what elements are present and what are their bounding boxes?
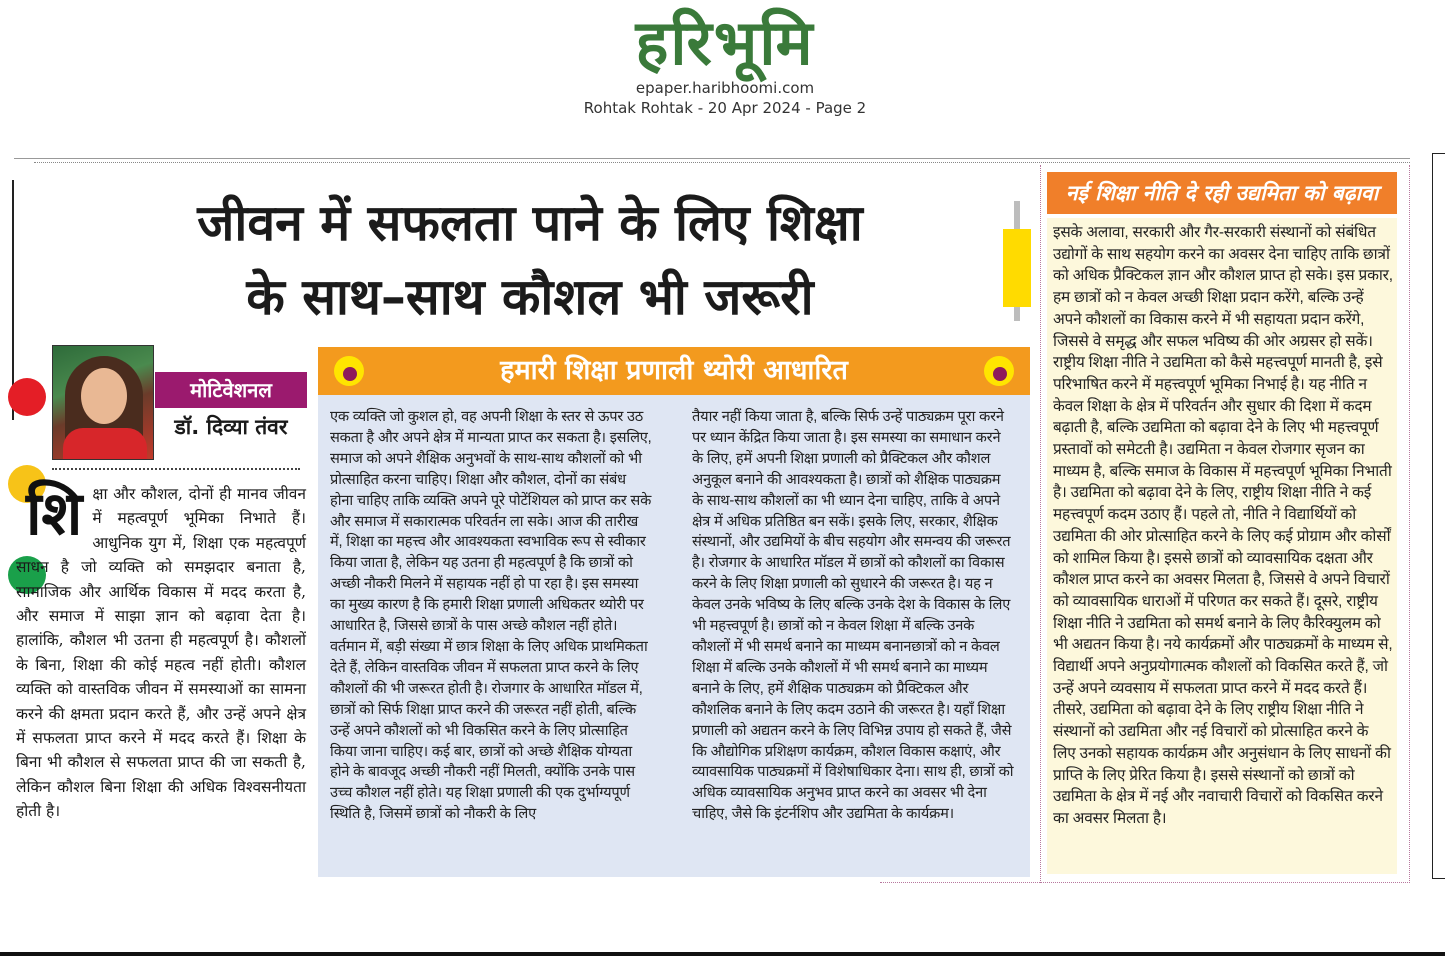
dotted-divider	[880, 882, 1410, 883]
masthead	[560, 8, 890, 118]
author-divider	[52, 468, 300, 470]
author-photo	[52, 345, 154, 460]
article-headline	[60, 186, 1000, 334]
section-title-right: नई शिक्षा नीति दे रही उद्यमिता को बढ़ावा	[1047, 172, 1397, 214]
edition-info: Rohtak Rohtak - 20 Apr 2024 - Page 2	[583, 99, 867, 117]
headline-line-1: जीवन में सफलता पाने के लिए शिक्षा	[197, 194, 863, 252]
adjacent-page-edge	[1432, 153, 1445, 879]
bottom-border	[0, 952, 1445, 956]
section-body-middle	[318, 395, 1030, 877]
section-body-right	[1047, 218, 1397, 874]
article-intro	[16, 479, 306, 824]
section-title-middle: हमारी शिक्षा प्रणाली थ्योरी आधारित	[500, 355, 848, 386]
category-badge: मोटिवेशनल	[155, 372, 307, 408]
middle-column-2: तैयार नहीं किया जाता है, बल्कि सिर्फ उन्हें पाठ्यक्रम पूरा करने पर ध्यान केंद्रित किया जाता है। इस समस्या का समाधान करने के लिए, हमें अपनी शिक्षा प्रणाली को प्रैक्टिकल और कौशल अनुकूल बनाने की आवश्यकता है। छात्रों को शैक्षिक पाठ्यक्रम के साथ-साथ कौशलों का भी ध्यान देना चाहिए, ताकि वे अपने क्षेत्र में अधिक प्रतिष्ठित बन सकें। इसके लिए, सरकार, शैक्षिक संस्थानों, और उद्यमियों के बीच सहयोग और समन्वय की जरूरत है। रोजगार के आधारित मॉडल में छात्रों को कौशलों का विकास करने के लिए शिक्षा प्रणाली को सुधारने की जरूरत है। यह न केवल उनके भविष्य के लिए बल्कि उनके देश के विकास के लिए भी महत्त्वपूर्ण है। छात्रों को न केवल शिक्षा में बल्कि उनके कौशलों में भी समर्थ बनाने का माध्यम बनानछात्रों को न केवल शिक्षा में बल्कि उनके कौशलों में भी समर्थ बनाने का माध्यम बनाने के लिए, हमें शैक्षिक पाठ्यक्रम को प्रैक्टिकल और कौशलिक बनाने के लिए कदम उठाने की जरूरत है। यहाँ शिक्षा प्रणाली को अद्यतन करने के लिए विभिन्न उपाय हो सकते हैं, जैसे कि औद्योगिक प्रशिक्षण कार्यक्रम, कौशल विकास कक्षाएं, और व्यावसायिक पाठ्यक्रमों में विशेषाधिकार देना। साथ ही, छात्रों को अधिक व्यावसायिक अनुभव प्राप्त करने का अवसर भी देना चाहिए, जैसे कि इंटर्नशिप और उद्यमिता के कार्यक्रम।	[692, 409, 1014, 823]
intro-text: क्षा और कौशल, दोनों ही मानव जीवन में महत्वपूर्ण भूमिका निभाते हैं। आधुनिक युग में, शिक्षा एक महत्वपूर्ण साधन है जो व्यक्ति को समझदार बनाता है, सामाजिक और आर्थिक विकास में मदद करता है, और समाज में साझा ज्ञान को बढ़ावा देता है। हालांकि, कौशल भी उतना ही महत्वपूर्ण है। कौशलों के बिना, शिक्षा की कोई महत्व नहीं होती। कौशल व्यक्ति को वास्तविक जीवन में समस्याओं का सामना करने की क्षमता प्रदान करते हैं, और उन्हें अपने क्षेत्र में सफलता प्राप्त करने में मदद करते हैं। शिक्षा के बिना भी कौशल से सफलता प्राप्त की जा सकती है, लेकिन कौशल बिना शिक्षा की अधिक विश्वसनीयता होती है।	[16, 485, 306, 821]
candle-decoration-body	[1003, 229, 1031, 307]
divider-line	[14, 158, 1410, 159]
site-url[interactable]: epaper.haribhoomi.com	[635, 79, 815, 97]
middle-column-1: एक व्यक्ति जो कुशल हो, वह अपनी शिक्षा के स्तर से ऊपर उठ सकता है और अपने क्षेत्र में मान्यता प्राप्त कर सकता है। इसलिए, समाज को अपने शैक्षिक अनुभवों के साथ-साथ कौशलों को भी प्रोत्साहित करना चाहिए। शिक्षा और कौशल, दोनों का संबंध होना चाहिए ताकि व्यक्ति अपने पूरे पोटेंशियल को प्राप्त कर सके और समाज में सकारात्मक परिवर्तन ला सके। आज की तारीख में, शिक्षा का महत्त्व और आवश्यकता स्वभाविक रूप से स्वीकार किया जाता है, लेकिन यह उतना ही महत्वपूर्ण है कि छात्रों को अच्छी नौकरी मिलने में सहायक नहीं हो पा रहा है। इस समस्या का मुख्य कारण है कि हमारी शिक्षा प्रणाली अधिकतर थ्योरी पर आधारित है, जिससे छात्रों के पास अच्छे कौशल नहीं होते। वर्तमान में, बड़ी संख्या में छात्र शिक्षा के लिए अधिक प्राथमिकता देते हैं, लेकिन वास्तविक जीवन में सफलता प्राप्त करने के लिए कौशलों की भी जरूरत होती है। रोजगार के आधारित मॉडल में, छात्रों को सिर्फ शिक्षा प्राप्त करने की जरूरत नहीं होती, बल्कि उन्हें अपने कौशलों को भी विकसित करने के लिए प्रोत्साहित किया जाना चाहिए। कई बार, छात्रों को अच्छे शैक्षिक योग्यता होने के बावजूद अच्छी नौकरी नहीं मिलती, क्योंकि उनके पास उच्च कौशल नहीं होते। यह शिक्षा प्रणाली की एक दुर्भाग्यपूर्ण स्थिति है, जिसमें छात्रों को नौकरी के लिए	[330, 409, 652, 823]
dotted-divider	[34, 162, 1410, 163]
headline-line-2: के साथ–साथ कौशल भी जरूरी	[246, 268, 814, 326]
section-header-middle	[318, 347, 1030, 395]
newspaper-logo: हरिभूमि	[635, 6, 815, 79]
red-circle-icon	[8, 378, 46, 416]
author-name: डॉ. दिव्या तंवर	[174, 415, 288, 439]
traffic-light-decoration	[12, 180, 14, 420]
bullet-icon	[984, 356, 1014, 386]
right-column-text: इसके अलावा, सरकारी और गैर-सरकारी संस्थानों को संबंधित उद्योगों के साथ सहयोग करने का अवसर देना चाहिए ताकि छात्रों को अधिक प्रैक्टिकल ज्ञान और कौशल प्राप्त हो सके। इस प्रकार, हम छात्रों को न केवल अच्छी शिक्षा प्रदान करेंगे, बल्कि उन्हें अपने कौशलों का विकास करने में भी सहायता प्रदान करेंगे, जिससे वे समृद्ध और सफल भविष्य की ओर अग्रसर हो सकें। राष्ट्रीय शिक्षा नीति ने उद्यमिता को कैसे महत्त्वपूर्ण मानती है, इसे परिभाषित करने में महत्त्वपूर्ण भूमिका निभाई है। यह नीति न केवल शिक्षा के क्षेत्र में परिवर्तन और सुधार की दिशा में कदम बढ़ाती है, बल्कि उद्यमिता को बढ़ावा देने के लिए भी महत्त्वपूर्ण प्रस्तावों को समेटती है। उद्यमिता न केवल रोजगार सृजन का माध्यम है, बल्कि समाज के विकास में महत्त्वपूर्ण भूमिका निभाती है। उद्यमिता को बढ़ावा देने के लिए, राष्ट्रीय शिक्षा नीति ने कई महत्त्वपूर्ण कदम उठाए हैं। पहले तो, नीति ने विद्यार्थियों को उद्यमिता की ओर प्रोत्साहित करने के लिए कई प्रोग्राम और कोर्सों को शामिल किया है। इससे छात्रों को व्यावसायिक दक्षता और कौशल प्राप्त करने का अवसर मिलता है, जिससे वे अपने विचारों को व्यावसायिक धाराओं में परिणत कर सकते हैं। दूसरे, राष्ट्रीय शिक्षा नीति ने उद्यमिता को समर्थ बनाने के लिए कैरिक्युलम को भी अद्यतन किया है। नये कार्यक्रमों और पाठ्यक्रमों के माध्यम से, विद्यार्थी अपने अनुप्रयोगात्मक कौशलों को विकसित करते हैं, जो उन्हें अपने व्यवसाय में सफलता प्राप्त करने में मदद करते हैं। तीसरे, उद्यमिता को बढ़ावा देने के लिए राष्ट्रीय शिक्षा नीति ने संस्थानों को उद्यमिता और नई विचारों को प्रोत्साहित करने के लिए उनको सहायक कार्यक्रम और अनुसंधान के लिए साधनों की प्राप्ति के लिए प्रेरित किया है। इससे संस्थानों को छात्रों को उद्यमिता के क्षेत्र में नई और नवाचारी विचारों को विकसित करने का अवसर मिलता है।	[1053, 224, 1393, 827]
drop-cap: शि	[26, 479, 83, 549]
